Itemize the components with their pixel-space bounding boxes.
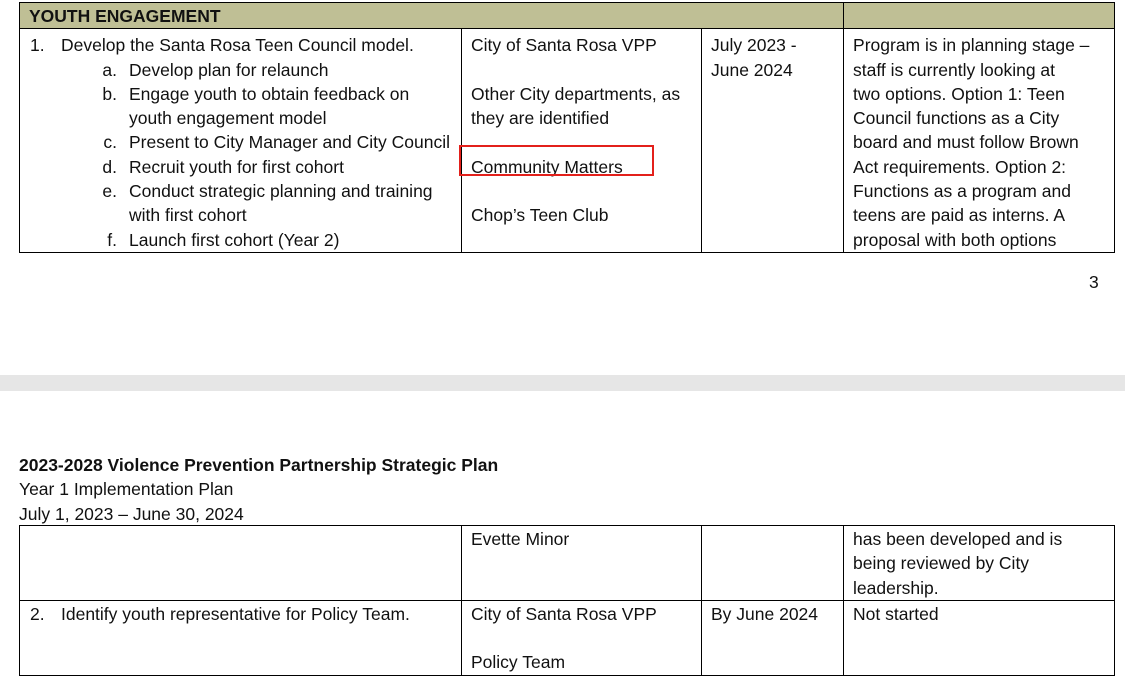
partner-item: Chop’s Teen Club bbox=[471, 205, 609, 226]
subitem-letter: a. bbox=[102, 59, 117, 80]
partner-item: City of Santa Rosa VPP bbox=[471, 603, 657, 624]
highlight-box bbox=[459, 145, 654, 176]
document-header bbox=[19, 453, 498, 526]
section-header-empty bbox=[844, 3, 1115, 29]
activity-text: Develop the Santa Rosa Teen Council model. bbox=[61, 35, 414, 56]
subitem-text: youth engagement model bbox=[129, 108, 327, 129]
subitem-text: Engage youth to obtain feedback on bbox=[129, 83, 410, 104]
status-line: two options. Option 1: Teen bbox=[853, 83, 1065, 104]
activity-number: 1. bbox=[30, 35, 45, 56]
plan-table-1 bbox=[19, 2, 1115, 253]
status-cell bbox=[844, 526, 1115, 601]
partners-cell bbox=[462, 29, 702, 253]
subitem-line bbox=[29, 203, 461, 227]
status-cell bbox=[844, 29, 1115, 253]
section-header-title: YOUTH ENGAGEMENT bbox=[29, 6, 221, 26]
subitem-text: Conduct strategic planning and training bbox=[129, 181, 433, 202]
status-line: teens are paid as interns. A bbox=[853, 205, 1066, 226]
status-line: Functions as a program and bbox=[853, 181, 1071, 202]
partner-item: Community Matters bbox=[471, 156, 623, 177]
subitem-letter: d. bbox=[102, 156, 117, 177]
activity-item bbox=[29, 33, 461, 57]
subitem-line bbox=[29, 82, 461, 106]
subitem-line bbox=[29, 130, 461, 154]
status-line: being reviewed by City bbox=[853, 553, 1030, 574]
timeline-cell bbox=[702, 29, 844, 253]
status-line: Council functions as a City bbox=[853, 108, 1060, 129]
document-title: 2023-2028 Violence Prevention Partnership Strategic Plan bbox=[19, 455, 499, 475]
page-separator bbox=[0, 375, 1125, 391]
subitem-line bbox=[29, 228, 461, 252]
partner-item: Other City departments, as bbox=[471, 83, 681, 104]
subitem-text: Recruit youth for first cohort bbox=[129, 156, 344, 177]
subitem-text: Present to City Manager and City Council bbox=[129, 132, 450, 153]
section-header-row bbox=[20, 3, 1115, 29]
status-text: Not started bbox=[853, 603, 939, 624]
subitem-line bbox=[29, 155, 461, 179]
activity-number: 2. bbox=[30, 603, 45, 624]
partner-item: they are identified bbox=[471, 108, 610, 129]
subitem-text: Develop plan for relaunch bbox=[129, 59, 329, 80]
subitem-letter: c. bbox=[103, 132, 117, 153]
activity-cell bbox=[20, 526, 462, 601]
subitem-line bbox=[29, 106, 461, 130]
subitem-letter: b. bbox=[102, 83, 117, 104]
subitem-line bbox=[29, 179, 461, 203]
subitem-letter: f. bbox=[107, 229, 117, 250]
status-line: has been developed and is bbox=[853, 529, 1063, 549]
timeline-cell bbox=[702, 600, 844, 675]
partner-item: City of Santa Rosa VPP bbox=[471, 35, 657, 56]
status-line: Act requirements. Option 2: bbox=[853, 156, 1067, 177]
table-row bbox=[20, 526, 1115, 601]
timeline-text: July 2023 - bbox=[711, 35, 797, 56]
partner-item: Policy Team bbox=[471, 652, 566, 673]
timeline-cell bbox=[702, 526, 844, 601]
document-subtitle: Year 1 Implementation Plan bbox=[19, 479, 234, 500]
activity-cell bbox=[20, 29, 462, 253]
subitem-line bbox=[29, 58, 461, 82]
status-line: Program is in planning stage – bbox=[853, 35, 1090, 56]
timeline-text: By June 2024 bbox=[711, 603, 819, 624]
activity-cell bbox=[20, 600, 462, 675]
table-row bbox=[20, 29, 1115, 253]
status-cell bbox=[844, 600, 1115, 675]
status-line: board and must follow Brown bbox=[853, 132, 1079, 153]
activity-text: Identify youth representative for Policy Team. bbox=[61, 603, 410, 624]
subitem-text: Launch first cohort (Year 2) bbox=[129, 229, 340, 250]
section-header-cell bbox=[20, 3, 844, 29]
partners-cell bbox=[462, 600, 702, 675]
partner-item: Evette Minor bbox=[471, 529, 570, 549]
table-row bbox=[20, 600, 1115, 675]
subitem-list bbox=[29, 58, 461, 252]
status-line: leadership. bbox=[853, 577, 939, 598]
subitem-text: with first cohort bbox=[129, 205, 247, 226]
status-line: proposal with both options bbox=[853, 229, 1057, 250]
status-line: staff is currently looking at bbox=[853, 59, 1056, 80]
partners-cell bbox=[462, 526, 702, 601]
subitem-letter bbox=[29, 106, 129, 130]
document-dates: July 1, 2023 – June 30, 2024 bbox=[19, 503, 244, 524]
plan-table-2 bbox=[19, 525, 1115, 676]
subitem-letter bbox=[29, 203, 129, 227]
timeline-text: June 2024 bbox=[711, 59, 793, 80]
subitem-letter: e. bbox=[102, 181, 117, 202]
page-number: 3 bbox=[1089, 272, 1099, 292]
